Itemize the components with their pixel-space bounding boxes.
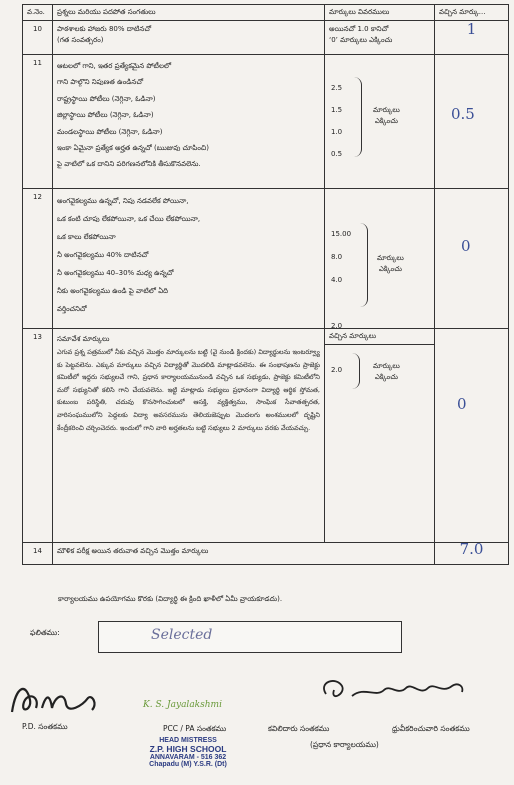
marks-value: 2.5: [331, 84, 343, 92]
handwritten-score: 0: [461, 237, 471, 255]
header-marks-details: మార్కులు వివరములు: [325, 5, 435, 21]
worker-signature-label: కవిలిదారు సంతకము: [268, 724, 330, 733]
marks-line: అయినచో 1.0 కానిచో: [329, 25, 389, 33]
question-line: రాష్ట్రస్థాయి పోటీలు (నెగ్గినా, ఓడినా): [57, 94, 156, 103]
marks-value: 2.0: [331, 322, 343, 329]
stamp-line: ANNAVARAM - 516 362: [149, 754, 227, 761]
question-line: పై వాటిలో ఒక దానిని పరిగణనలోనికి తీసుకొనవలెను.: [57, 160, 201, 169]
marks-value: 1.0: [331, 128, 343, 136]
table-row: [23, 543, 509, 565]
header-marks-obtained: వచ్చిన మార్కు...: [435, 5, 509, 21]
marks-label: ఎక్కించు: [374, 373, 398, 381]
question-line: ఒక కంటి చూపు లేకపోయినా, ఒక చేయి లేకపోయినా,: [57, 215, 201, 223]
question-line: పాఠశాలకు హాజరు 80% దాటినచో: [57, 25, 152, 33]
question-line: నీ అంగవైకల్యము 40–30% మధ్య ఉన్నచో: [57, 269, 174, 277]
section-title: సమావేశ మార్కులు: [57, 335, 110, 343]
question-line: ఒక కాలు లేకపోయినా: [57, 233, 116, 241]
question-line: నీకు అంగవైకల్యము ఉండి పై వాటిలో ఏది: [57, 287, 169, 295]
brace-shape: [351, 353, 360, 389]
worker-signature: [312, 672, 472, 712]
marks-value: 0.5: [331, 150, 343, 158]
brace-shape: [353, 77, 362, 157]
authorizer-signature-label: ధ్రువీకరించువారి సంతకము: [392, 724, 470, 733]
handwritten-score: 0: [457, 395, 467, 413]
stamp-line: HEAD MISTRESS: [159, 737, 217, 744]
question-line: జిల్లాస్థాయి పోటీలు (నెగ్గినా, ఓడినా): [57, 111, 154, 120]
row-number: 10: [23, 21, 53, 55]
question-line: నీ అంగవైకల్యము 40% దాటినచో: [57, 251, 149, 259]
question-line: అంగవైకల్యము ఉన్నచో, నిపు నడవలేక పోయినా,: [57, 197, 189, 205]
stamp-line: Z.P. HIGH SCHOOL: [149, 744, 227, 754]
result-box: [98, 621, 402, 653]
table-row: [23, 55, 509, 189]
pd-signature-label: P.D. సంతకము: [22, 722, 68, 731]
question-line: మౌళిక పరీక్ష అయిన తరువాత వచ్చిన మొత్తం మార్కులు: [57, 547, 209, 555]
marks-value: 1.5: [331, 106, 343, 114]
row-obtained: [435, 21, 509, 55]
row-question: [53, 329, 325, 543]
question-line: (గత సంవత్సరం): [57, 36, 104, 44]
question-line: వర్తించనిచో: [57, 305, 87, 313]
marks-value: 15.00: [331, 230, 352, 238]
row-obtained: [435, 329, 509, 543]
handwritten-score: 1: [466, 20, 477, 38]
interview-paragraph: ఎగువ ప్రశ్న పత్రములో నీకు వచ్చిన మొత్తం మార్కులను బట్టి (వై నుండి క్రిందకు) విద్యార్థులను ఇంటర్వ్యూ కు పెట్టవలెను. ఎక్కువ మార్కులు వచ్చిన విద్యార్థితో మొదలిడి మాట్లాడవలెను. ఈ సంభాషణను ప్రాజెక్టు కమిటీలో ఇద్దరు సభ్యులచే గాని, ప్రధాన కార్యాలయమునుండి వచ్చిన ఒక సభ్యుడు, ప్రాజెక్టు కమిటీలోని మరో సభ్యునితో కలిసి గాని చేయవలెను. ఇట్టి మాట్లాడు సభ్యులు ప్రధానంగా విద్యార్థి ఆర్థిక స్తోమత, కుటుంబ పరిస్థితి, చదువు కొనసాగించుటలో ఆసక్తి, వ్యక్తిత్వము, సాంఘిక సేవాతత్పరత, వారిసంఘములోని పెద్దలకు విద్యా అవసరమును తెలియజెప్పుట మొదలగు అంశములలో దృష్టిని కేంద్రీకరించి చర్చించెదరు. ఇందులో గాని వారి అర్హతలను బట్టి సభ్యులు 2 మార్కులు వరకు వేయవచ్చు.: [57, 348, 320, 432]
marks-value: 4.0: [331, 276, 343, 284]
table-header-row: [23, 5, 509, 21]
result-label: ఫలితము:: [30, 628, 60, 637]
row-number: 14: [23, 543, 53, 565]
marks-label: ఎక్కించు: [374, 117, 398, 125]
row-question: [53, 543, 435, 565]
pcc-signature-label: PCC / PA సంతకము: [163, 724, 227, 733]
table-row: [23, 189, 509, 329]
marks-label: మార్కులు: [373, 106, 400, 114]
table-row: [23, 329, 509, 543]
row-marks-details: [325, 189, 435, 329]
row-obtained: [435, 543, 509, 565]
office-use-note: కార్యాలయము ఉపయోగము కొరకు (విద్యార్థి ఈ క్రింది ఖాళీలో ఏమీ వ్రాయకూడదు).: [58, 595, 283, 603]
header-questions: ప్రశ్నలు మరియు పదపోత సంగతులు: [53, 5, 325, 21]
row-obtained: [435, 189, 509, 329]
stamp-line: Chapadu (M) Y.S.R. (Dt): [149, 761, 227, 768]
marks-header: వచ్చిన మార్కులు: [325, 329, 434, 345]
table-row: [23, 21, 509, 55]
row-question: [53, 21, 325, 55]
row-question: [53, 55, 325, 189]
marks-label: ఎక్కించు: [378, 265, 402, 273]
authorizer-sub-label: (ప్రధాన కార్యాలయము): [310, 740, 379, 749]
marks-value: 8.0: [331, 253, 343, 261]
row-marks-details: [325, 55, 435, 189]
brace-shape: [359, 223, 368, 307]
question-line: ఆటలలో గాని, ఇతర ప్రత్యేకమైన పోటీలలో: [57, 62, 172, 70]
header-sno: వ.నెం.: [23, 5, 53, 21]
marks-label: మార్కులు: [377, 254, 404, 262]
question-line: గాని పాల్గొని నిపుణత ఉండినచో: [57, 78, 144, 87]
row-number: 11: [23, 55, 53, 189]
handwritten-score: 0.5: [451, 105, 475, 123]
row-marks-details: [325, 21, 435, 55]
row-number: 12: [23, 189, 53, 329]
question-line: ఇంకా ఏమైనా ప్రత్యేక అర్హత ఉన్నచో (ఋజువు చూపించి): [57, 144, 209, 153]
pcc-handwritten-signature: K. S. Jayalakshmi: [143, 700, 222, 710]
handwritten-score: 7.0: [459, 542, 484, 558]
row-marks-details: [325, 329, 435, 543]
marks-table: [22, 4, 509, 565]
marks-line: ‘0’ మార్కులు ఎక్కించు: [329, 36, 393, 44]
result-value: Selected: [151, 627, 213, 643]
row-obtained: [435, 55, 509, 189]
question-line: మండలస్థాయి పోటీలు (నెగ్గినా, ఓడినా): [57, 127, 163, 136]
marks-value: 2.0: [331, 366, 343, 374]
row-question: [53, 189, 325, 329]
school-stamp: [128, 737, 248, 768]
row-number: 13: [23, 329, 53, 543]
marks-label: మార్కులు: [373, 362, 400, 370]
pd-signature: [6, 678, 102, 724]
